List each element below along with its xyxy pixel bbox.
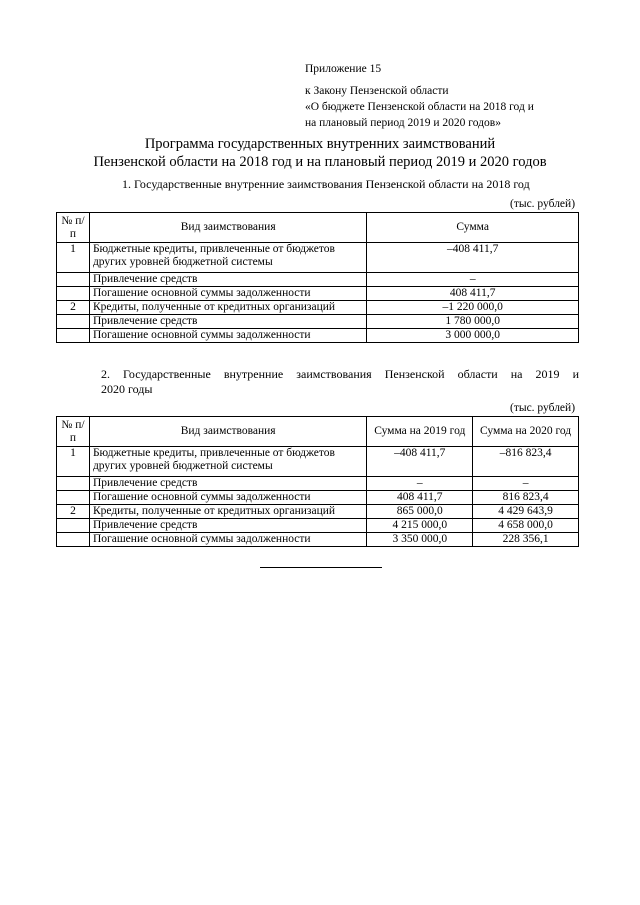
row-num: 2 — [57, 505, 90, 519]
table-row — [57, 329, 579, 343]
row-num: 1 — [57, 447, 90, 477]
table-row — [57, 273, 579, 287]
row-num — [57, 477, 90, 491]
table-row — [57, 315, 579, 329]
table-row — [57, 533, 579, 547]
row-sum: 1 780 000,0 — [367, 315, 579, 329]
row-type: Погашение основной суммы задолженности — [89, 329, 366, 343]
header-type: Вид заимствования — [89, 417, 366, 447]
row-sum: –408 411,7 — [367, 243, 579, 273]
row-sum: –1 220 000,0 — [367, 301, 579, 315]
row-type: Погашение основной суммы задолженности — [89, 287, 366, 301]
row-sum-2019: – — [367, 477, 473, 491]
table-row — [57, 447, 579, 477]
section2-unit: (тыс. рублей) — [510, 402, 576, 414]
row-sum-2020: 4 658 000,0 — [473, 519, 579, 533]
table-row — [57, 243, 579, 273]
row-num: 1 — [57, 243, 90, 273]
row-num — [57, 519, 90, 533]
table-row — [57, 519, 579, 533]
row-type: Привлечение средств — [89, 519, 366, 533]
row-sum-2019: 3 350 000,0 — [367, 533, 473, 547]
section2-heading-line-1: 2. Государственные внутренние заимствования Пензенской области на 2019 и — [101, 367, 579, 381]
table-header-row — [57, 213, 579, 243]
section1-heading: 1. Государственные внутренние заимствования Пензенской области на 2018 год — [122, 177, 530, 191]
title-line-1: Программа государственных внутренних заимствований — [144, 136, 496, 152]
row-sum-2020: 816 823,4 — [473, 491, 579, 505]
row-num — [57, 533, 90, 547]
header-sum-2019: Сумма на 2019 год — [367, 417, 473, 447]
row-type: Кредиты, полученные от кредитных организаций — [89, 301, 366, 315]
row-sum-2019: 408 411,7 — [367, 491, 473, 505]
table-row — [57, 287, 579, 301]
appendix-header — [305, 61, 534, 131]
appendix-law-title-cont: на плановый период 2019 и 2020 годов» — [305, 117, 501, 129]
header-num: № п/п — [57, 417, 90, 447]
row-sum: – — [367, 273, 579, 287]
appendix-law: к Закону Пензенской области — [305, 85, 449, 97]
row-sum-2019: –408 411,7 — [367, 447, 473, 477]
document-title — [0, 135, 640, 171]
row-num — [57, 273, 90, 287]
row-type: Погашение основной суммы задолженности — [89, 491, 366, 505]
row-type: Привлечение средств — [89, 273, 366, 287]
row-num — [57, 491, 90, 505]
row-type: Бюджетные кредиты, привлеченные от бюджетов других уровней бюджетной системы — [89, 447, 366, 477]
row-sum-2019: 865 000,0 — [367, 505, 473, 519]
appendix-number: Приложение 15 — [305, 63, 382, 75]
table-row — [57, 301, 579, 315]
row-sum: 3 000 000,0 — [367, 329, 579, 343]
row-num: 2 — [57, 301, 90, 315]
row-num — [57, 315, 90, 329]
section2-heading — [101, 367, 579, 397]
row-sum-2020: – — [473, 477, 579, 491]
header-sum: Сумма — [367, 213, 579, 243]
header-num: № п/п — [57, 213, 90, 243]
row-num — [57, 287, 90, 301]
table-2018 — [56, 212, 579, 343]
section1-unit: (тыс. рублей) — [510, 198, 576, 210]
header-type: Вид заимствования — [89, 213, 366, 243]
row-type: Погашение основной суммы задолженности — [89, 533, 366, 547]
appendix-law-title: «О бюджете Пензенской области на 2018 год и — [305, 101, 534, 113]
title-line-2: Пензенской области на 2018 год и на плановый период 2019 и 2020 годов — [93, 154, 547, 170]
header-sum-2020: Сумма на 2020 год — [473, 417, 579, 447]
row-num — [57, 329, 90, 343]
row-type: Кредиты, полученные от кредитных организаций — [89, 505, 366, 519]
table-row — [57, 477, 579, 491]
row-sum: 408 411,7 — [367, 287, 579, 301]
table-2019-2020 — [56, 416, 579, 547]
row-type: Привлечение средств — [89, 477, 366, 491]
row-type: Бюджетные кредиты, привлеченные от бюджетов других уровней бюджетной системы — [89, 243, 366, 273]
table-row — [57, 491, 579, 505]
table-header-row — [57, 417, 579, 447]
table-row — [57, 505, 579, 519]
section2-heading-line-2: 2020 годы — [101, 382, 153, 396]
closing-rule — [260, 567, 382, 568]
row-sum-2019: 4 215 000,0 — [367, 519, 473, 533]
row-sum-2020: 4 429 643,9 — [473, 505, 579, 519]
row-type: Привлечение средств — [89, 315, 366, 329]
row-sum-2020: 228 356,1 — [473, 533, 579, 547]
row-sum-2020: –816 823,4 — [473, 447, 579, 477]
